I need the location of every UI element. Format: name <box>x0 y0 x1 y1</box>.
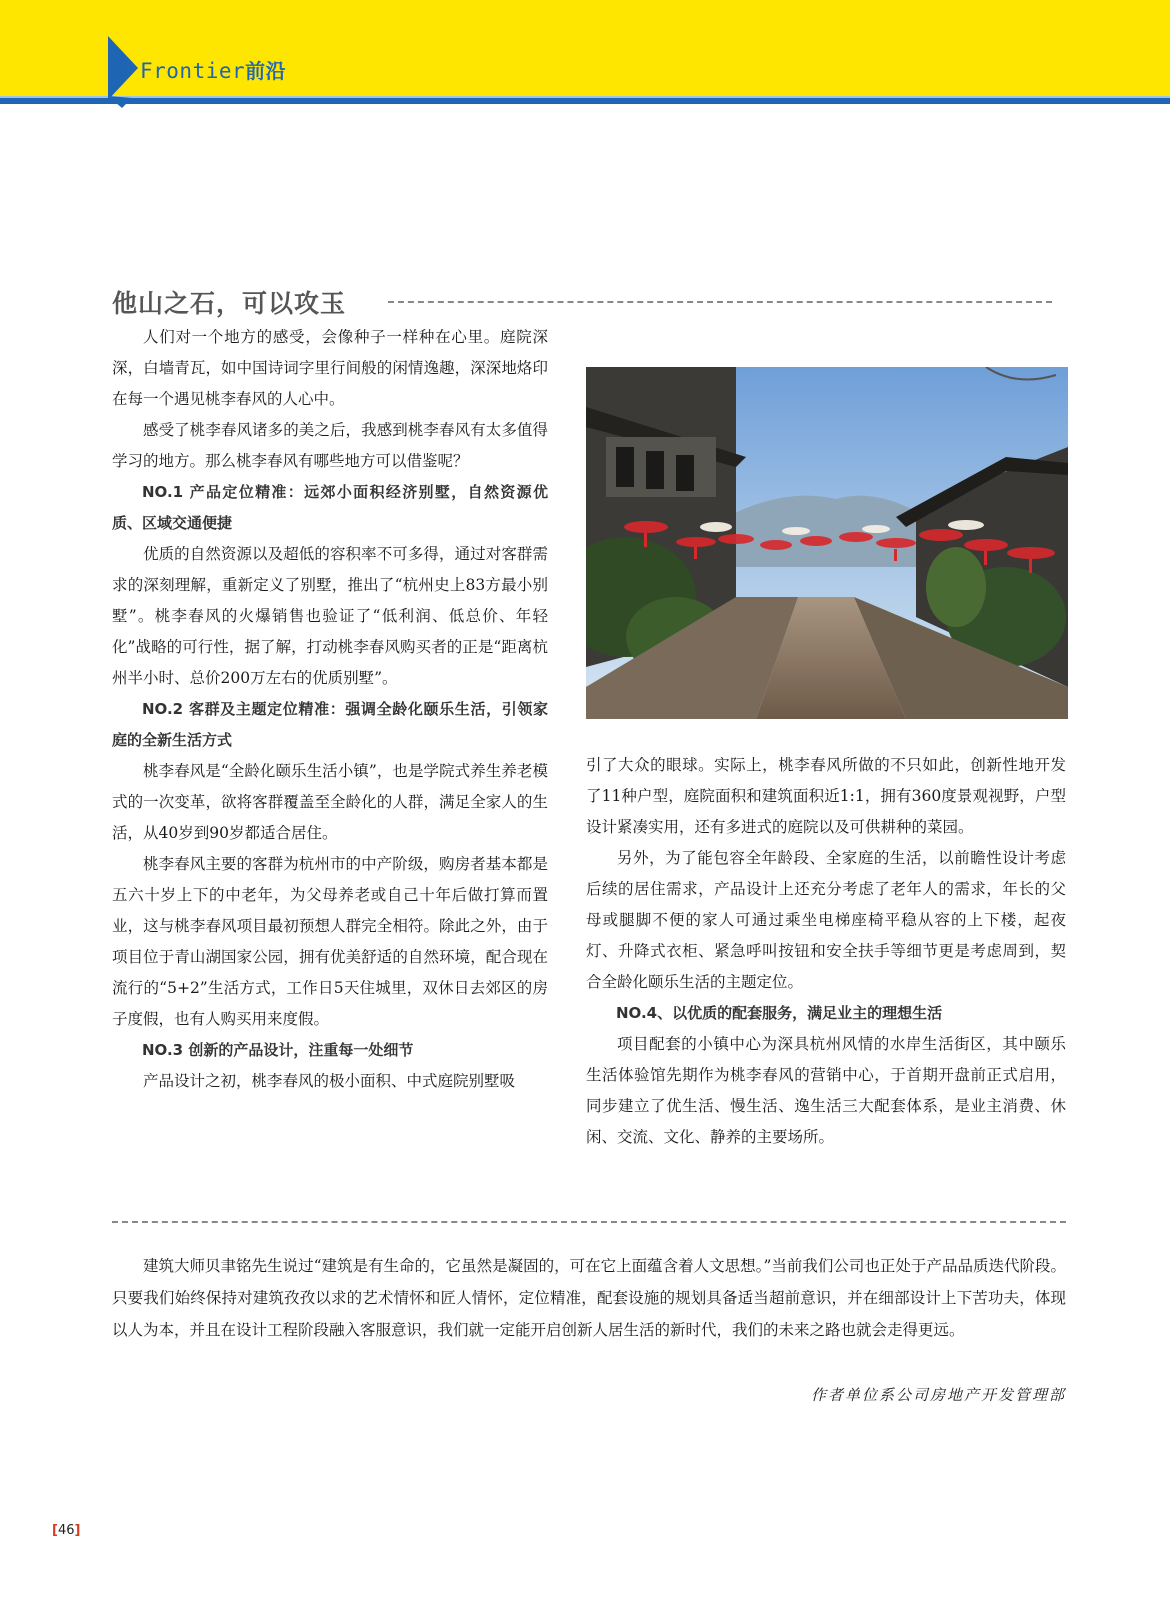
bracket-right-icon: ] <box>74 1523 81 1538</box>
conclusion-paragraph: 建筑大师贝聿铭先生说过“建筑是有生命的，它虽然是凝固的，可在它上面蕴含着人文思想。”当前我们公司也正处于产品品质迭代阶段。只要我们始终保持对建筑孜孜以求的艺术情怀和匠人情怀，定位精准，配套设施的规划具备适当超前意识，并在细部设计上下苦功夫，体现以人为本，并且在设计工程阶段融入客服意识，我们就一定能开启创新人居生活的新时代，我们的未来之路也就会走得更远。 <box>112 1257 1066 1339</box>
paragraph: 桃李春风是“全龄化颐乐生活小镇”，也是学院式养生养老模式的一次变革，欲将客群覆盖至全龄化的人群，满足全家人的生活，从40岁到90岁都适合居住。 <box>112 762 548 842</box>
section-title-cn: 前沿 <box>245 59 287 83</box>
right-column <box>586 750 1066 1153</box>
paragraph: 人们对一个地方的感受，会像种子一样种在心里。庭院深深，白墙青瓦，如中国诗词字里行间般的闲情逸趣，深深地烙印在每一个遇见桃李春风的人心中。 <box>112 328 548 408</box>
magazine-section-title <box>140 55 286 84</box>
conclusion-dashed-rule <box>112 1221 1066 1223</box>
author-affiliation: 作者单位系公司房地产开发管理部 <box>810 1386 1066 1404</box>
paragraph: 产品设计之初，桃李春风的极小面积、中式庭院别墅吸 <box>143 1072 516 1090</box>
triangle-marker-icon <box>108 36 140 108</box>
paragraph: 项目配套的小镇中心为深具杭州风情的水岸生活街区，其中颐乐生活体验馆先期作为桃李春风的营销中心，于首期开盘前正式启用，同步建立了优生活、慢生活、逸生活三大配套体系，是业主消费、休闲、交流、文化、静养的主要场所。 <box>586 1035 1066 1146</box>
subheading-no2: NO.2 客群及主题定位精准：强调全龄化颐乐生活，引领家庭的全新生活方式 <box>112 700 548 749</box>
subheading-no1: NO.1 产品定位精准：远郊小面积经济别墅，自然资源优质、区域交通便捷 <box>112 483 548 532</box>
header-rule <box>0 98 1170 104</box>
subheading-no3: NO.3 创新的产品设计，注重每一处细节 <box>142 1041 414 1059</box>
subheading-no4: NO.4、以优质的配套服务，满足业主的理想生活 <box>616 1004 943 1022</box>
section-title-en: Frontier <box>140 59 246 83</box>
paragraph: 另外，为了能包容全年龄段、全家庭的生活，以前瞻性设计考虑后续的居住需求，产品设计上还充分考虑了老年人的需求，年长的父母或腿脚不便的家人可通过乘坐电梯座椅平稳从容的上下楼，起夜灯、升降式衣柜、紧急呼叫按钮和安全扶手等细节更是考虑周到，契合全龄化颐乐生活的主题定位。 <box>586 849 1066 991</box>
paragraph: 感受了桃李春风诸多的美之后，我感到桃李春风有太多值得学习的地方。那么桃李春风有哪些地方可以借鉴呢？ <box>112 421 548 470</box>
page-number-value: 46 <box>57 1523 75 1538</box>
paragraph: 优质的自然资源以及超低的容积率不可多得，通过对客群需求的深刻理解，重新定义了别墅，推出了“杭州史上83方最小别墅”。桃李春风的火爆销售也验证了“低利润、低总价、年轻化”战略的可行性，据了解，打动桃李春风购买者的正是“距离杭州半小时、总价200万左右的优质别墅”。 <box>112 545 548 687</box>
paragraph-continued: 引了大众的眼球。实际上，桃李春风所做的不只如此，创新性地开发了11种户型，庭院面积和建筑面积近1:1，拥有360度景观视野，户型设计紧凑实用，还有多进式的庭院以及可供耕种的菜园。 <box>586 756 1066 836</box>
street-umbrella-photo <box>586 367 1068 719</box>
page-number <box>52 1523 80 1538</box>
left-column <box>112 322 548 1097</box>
paragraph: 桃李春风主要的客群为杭州市的中产阶级，购房者基本都是五六十岁上下的中老年，为父母养老或自己十年后做打算而置业，这与桃李春风项目最初预想人群完全相符。除此之外，由于项目位于青山湖国家公园，拥有优美舒适的自然环境，配合现在流行的“5+2”生活方式，工作日5天住城里，双休日去郊区的房子度假，也有人购买用来度假。 <box>112 855 548 1028</box>
bracket-left-icon: [ <box>52 1523 58 1538</box>
article-heading: 他山之石，可以攻玉 <box>112 289 347 318</box>
heading-dashed-rule <box>388 301 1052 303</box>
